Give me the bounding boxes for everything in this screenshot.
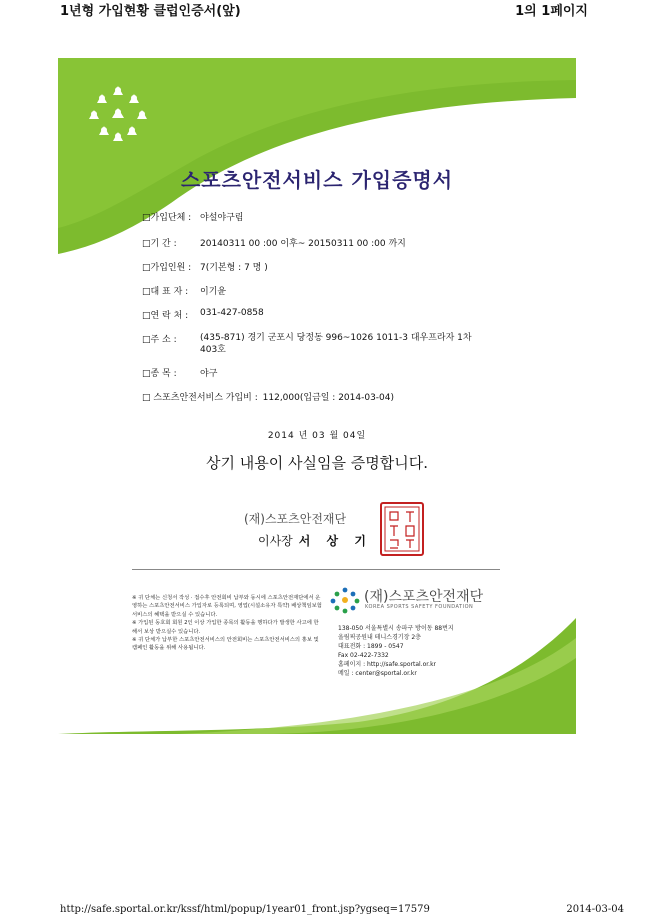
notice-item: ※ 가입된 동호회 회원 2인 이상 가입한 종목의 활동을 행하다가 발생한 사고에 한해서 보상 받으실수 있습니다.	[132, 620, 319, 635]
field-label: □가입단체 :	[142, 213, 192, 223]
footer-date: 2014-03-04	[566, 904, 624, 915]
org-name: (재)스포츠안전재단	[364, 589, 484, 605]
chairman-title: 이사장	[258, 534, 293, 548]
contact-line: 홈페이지 : http://safe.sportal.or.kr	[338, 661, 437, 668]
field-club	[142, 210, 244, 223]
field-value: 112,000(입금일 : 2014-03-04)	[262, 393, 395, 403]
field-representative	[142, 284, 227, 297]
field-label: □종 목 :	[142, 369, 177, 379]
field-value: 20140311 00 :00 이후~ 20150311 00 :00 까지	[200, 239, 406, 249]
field-label: □연 락 처 :	[142, 311, 189, 321]
contact-line: 메일 : center@sportal.or.kr	[338, 670, 417, 677]
field-contact	[142, 308, 264, 321]
official-seal-icon	[380, 502, 424, 556]
page-count: 1의 1페이지	[515, 4, 588, 19]
field-label: □기 간 :	[142, 239, 177, 249]
field-sport	[142, 366, 218, 379]
field-value: 야설야구림	[200, 213, 244, 223]
field-label: □주 소 :	[142, 335, 177, 345]
notice-item: ※ 귀 단체는 신청서 작성 · 접수후 안전회비 납부와 동시에 스포츠안전재단에서 운영하는 스포츠안전서비스 가입자로 등록되며, 영업(시설소유자 특약) 배상책임보험 서비스의 혜택을 받으실 수 있습니다.	[132, 595, 322, 618]
header-title: 1년형 가입현황 클럽인증서(앞)	[60, 4, 241, 19]
field-value: 이기윤	[200, 287, 227, 297]
divider	[132, 569, 500, 570]
notice-list	[132, 594, 322, 653]
field-value: 031-427-0858	[200, 308, 264, 318]
org-name-en: KOREA SPORTS SAFETY FOUNDATION	[365, 604, 474, 610]
field-period	[142, 236, 406, 249]
issue-date: 2014 년 03 월 04일	[267, 431, 367, 441]
foundation-name: (재)스포츠안전재단	[244, 512, 347, 526]
contact-line: 138-050 서울특별시 송파구 방이동 88번지	[338, 625, 454, 632]
field-label: □ 스포츠안전서비스 가입비 :	[142, 393, 258, 403]
foundation-logo-icon	[82, 80, 154, 144]
field-members	[142, 260, 268, 273]
field-address	[142, 332, 472, 355]
field-value: 야구	[200, 369, 218, 379]
certificate	[58, 58, 576, 734]
field-value: 7(기본형 : 7 명 )	[200, 263, 268, 273]
field-value: (435-871) 경기 군포시 당정동 996~1026 1011-3 대우프라자 1차 403호	[200, 333, 472, 355]
chairman-line	[258, 532, 372, 549]
field-fee	[142, 390, 394, 403]
chairman-name: 서 상 기	[298, 534, 372, 548]
footer-url: http://safe.sportal.or.kr/kssf/html/popup/1year01_front.jsp?ygseq=17579	[60, 904, 430, 915]
contact-line: 올림픽공원내 테니스경기장 2층	[338, 634, 421, 641]
contact-info	[338, 624, 454, 678]
certificate-title: 스포츠안전서비스 가입증명서	[180, 168, 454, 192]
confirmation-text: 상기 내용이 사실임을 증명합니다.	[206, 454, 428, 472]
contact-line: 대표전화 : 1899 - 0547	[338, 643, 404, 650]
notice-item: ※ 귀 단체가 납부한 스포츠안전서비스의 안전회비는 스포츠안전서비스의 홍보 및 캠페인 활동을 위해 사용됩니다.	[132, 637, 319, 652]
field-label: □가입인원 :	[142, 263, 192, 273]
foundation-logo-icon	[328, 586, 362, 614]
contact-line: Fax 02-422-7332	[338, 652, 389, 659]
field-label: □대 표 자 :	[142, 287, 189, 297]
